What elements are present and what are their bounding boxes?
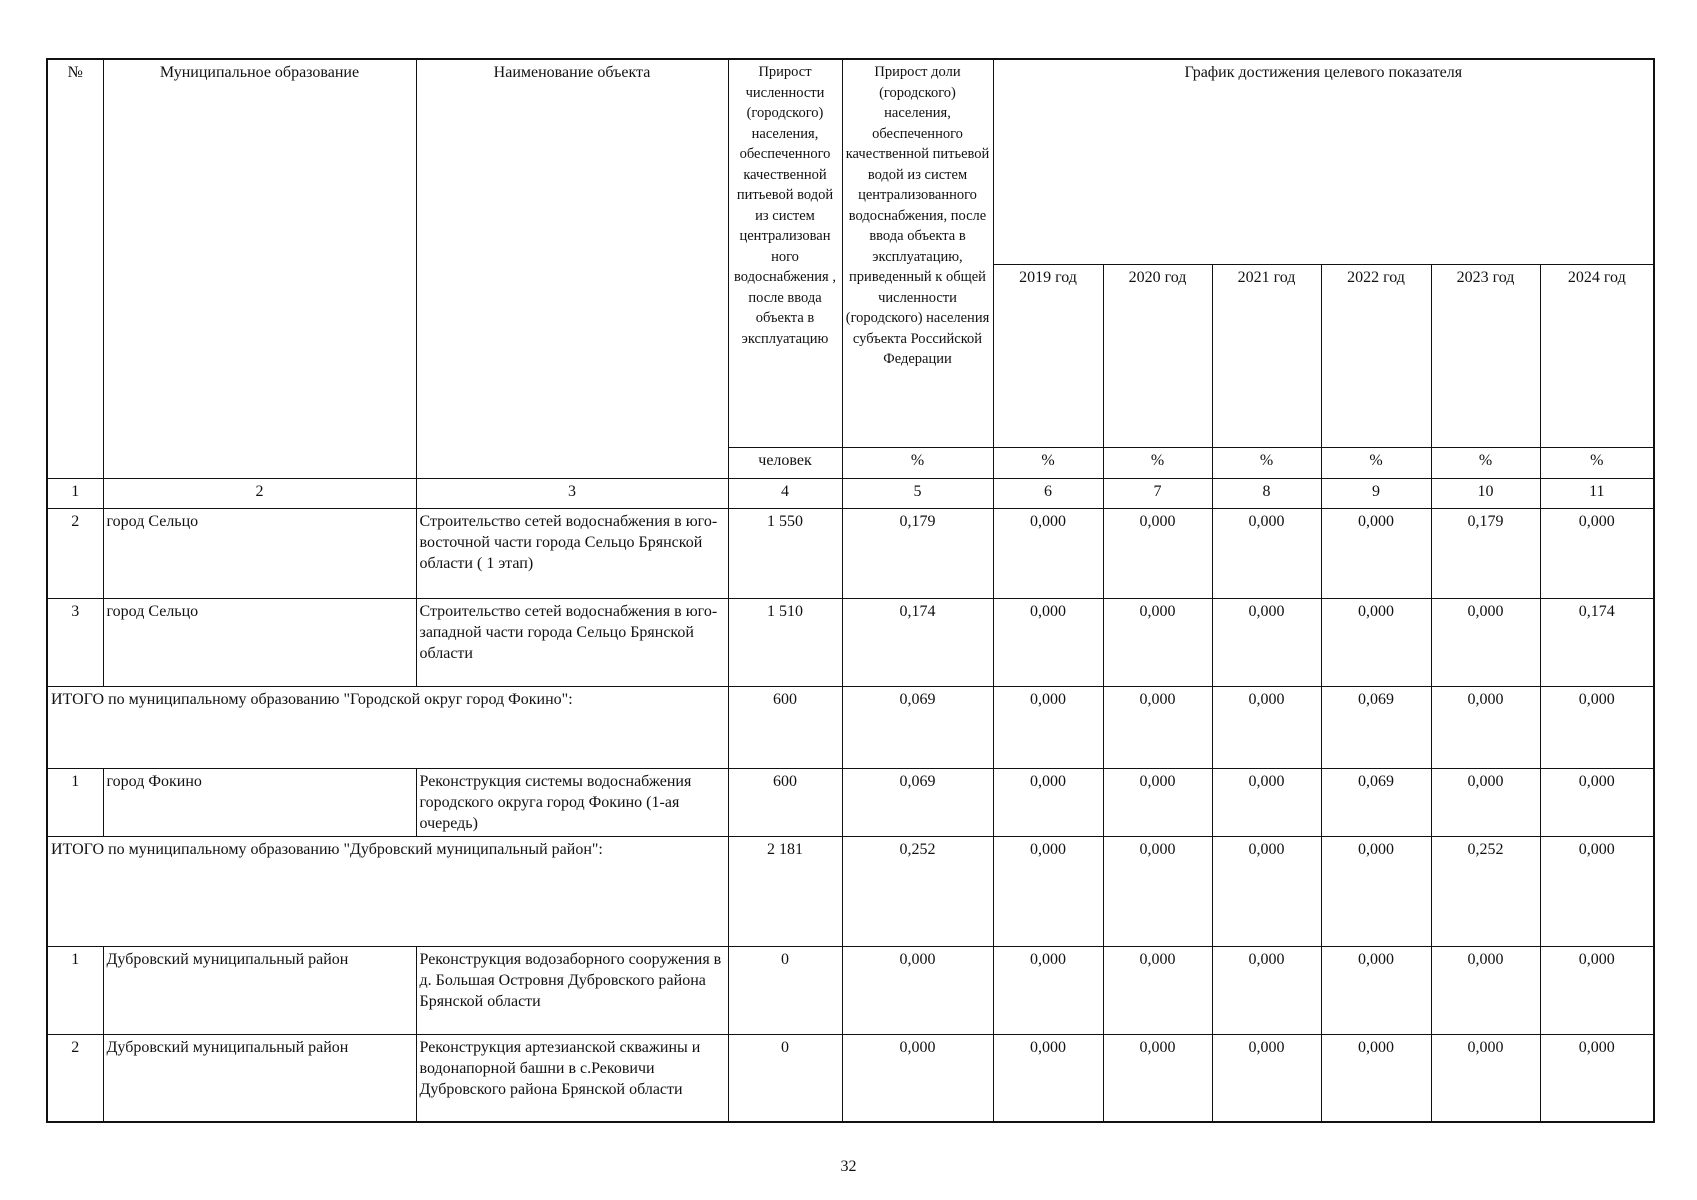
header-year-2020: 2020 год bbox=[1103, 264, 1212, 447]
table-row bbox=[47, 598, 1654, 686]
row-year-2022: 0,000 bbox=[1321, 836, 1431, 946]
row-year-2019: 0,000 bbox=[993, 598, 1103, 686]
total-row bbox=[47, 686, 1654, 768]
unit-percent: % bbox=[1540, 447, 1654, 478]
row-year-2022: 0,000 bbox=[1321, 598, 1431, 686]
row-year-2021: 0,000 bbox=[1212, 768, 1321, 836]
row-year-2020: 0,000 bbox=[1103, 836, 1212, 946]
row-year-2022: 0,069 bbox=[1321, 686, 1431, 768]
table-row bbox=[47, 946, 1654, 1034]
row-year-2020: 0,000 bbox=[1103, 686, 1212, 768]
unit-percent: % bbox=[1103, 447, 1212, 478]
unit-percent: % bbox=[1212, 447, 1321, 478]
column-number: 2 bbox=[103, 478, 416, 508]
row-number: 2 bbox=[47, 508, 103, 598]
header-schedule: График достижения целевого показателя bbox=[993, 59, 1654, 264]
row-municipality: город Фокино bbox=[103, 768, 416, 836]
row-share: 0,252 bbox=[842, 836, 993, 946]
column-number: 7 bbox=[1103, 478, 1212, 508]
header-year-2024: 2024 год bbox=[1540, 264, 1654, 447]
column-number: 4 bbox=[728, 478, 842, 508]
table-row bbox=[47, 768, 1654, 836]
row-year-2022: 0,069 bbox=[1321, 768, 1431, 836]
row-year-2023: 0,179 bbox=[1431, 508, 1540, 598]
row-year-2019: 0,000 bbox=[993, 768, 1103, 836]
row-number: 1 bbox=[47, 946, 103, 1034]
row-year-2023: 0,252 bbox=[1431, 836, 1540, 946]
header-object-name: Наименование объекта bbox=[416, 59, 728, 478]
header-year-2023: 2023 год bbox=[1431, 264, 1540, 447]
row-year-2021: 0,000 bbox=[1212, 686, 1321, 768]
target-indicator-table bbox=[46, 58, 1655, 1123]
row-share: 0,000 bbox=[842, 946, 993, 1034]
column-number: 9 bbox=[1321, 478, 1431, 508]
column-number: 6 bbox=[993, 478, 1103, 508]
row-year-2023: 0,000 bbox=[1431, 1034, 1540, 1122]
row-municipality: город Сельцо bbox=[103, 508, 416, 598]
header-year-2022: 2022 год bbox=[1321, 264, 1431, 447]
row-year-2019: 0,000 bbox=[993, 1034, 1103, 1122]
row-municipality: город Сельцо bbox=[103, 598, 416, 686]
page-number: 32 bbox=[840, 1158, 857, 1175]
header-year-2019: 2019 год bbox=[993, 264, 1103, 447]
row-share: 0,069 bbox=[842, 686, 993, 768]
row-people: 2 181 bbox=[728, 836, 842, 946]
row-people: 0 bbox=[728, 946, 842, 1034]
row-share: 0,179 bbox=[842, 508, 993, 598]
column-number: 1 bbox=[47, 478, 103, 508]
row-year-2024: 0,000 bbox=[1540, 768, 1654, 836]
unit-percent: % bbox=[1321, 447, 1431, 478]
row-year-2019: 0,000 bbox=[993, 686, 1103, 768]
row-year-2024: 0,000 bbox=[1540, 836, 1654, 946]
row-year-2022: 0,000 bbox=[1321, 1034, 1431, 1122]
row-year-2024: 0,000 bbox=[1540, 946, 1654, 1034]
row-people: 1 510 bbox=[728, 598, 842, 686]
row-year-2023: 0,000 bbox=[1431, 946, 1540, 1034]
row-year-2021: 0,000 bbox=[1212, 946, 1321, 1034]
row-year-2020: 0,000 bbox=[1103, 508, 1212, 598]
table-row bbox=[47, 508, 1654, 598]
header-growth-count: Прирост численности (городского) населения, обеспеченного качественной питьевой водой из систем централизован ного водоснабжения , после ввода объекта в эксплуатацию bbox=[728, 59, 842, 447]
row-people: 600 bbox=[728, 686, 842, 768]
header-no: № bbox=[47, 59, 103, 478]
row-share: 0,000 bbox=[842, 1034, 993, 1122]
unit-percent: % bbox=[1431, 447, 1540, 478]
total-row bbox=[47, 836, 1654, 946]
row-municipality: Дубровский муниципальный район bbox=[103, 1034, 416, 1122]
row-year-2024: 0,000 bbox=[1540, 686, 1654, 768]
row-people: 0 bbox=[728, 1034, 842, 1122]
row-year-2021: 0,000 bbox=[1212, 836, 1321, 946]
total-label: ИТОГО по муниципальному образованию "Городской округ город Фокино": bbox=[47, 686, 728, 768]
row-year-2022: 0,000 bbox=[1321, 508, 1431, 598]
row-year-2022: 0,000 bbox=[1321, 946, 1431, 1034]
row-year-2019: 0,000 bbox=[993, 836, 1103, 946]
row-number: 1 bbox=[47, 768, 103, 836]
row-year-2019: 0,000 bbox=[993, 946, 1103, 1034]
row-number: 3 bbox=[47, 598, 103, 686]
row-year-2024: 0,174 bbox=[1540, 598, 1654, 686]
row-number: 2 bbox=[47, 1034, 103, 1122]
row-year-2020: 0,000 bbox=[1103, 1034, 1212, 1122]
row-people: 600 bbox=[728, 768, 842, 836]
unit-percent: % bbox=[993, 447, 1103, 478]
row-year-2019: 0,000 bbox=[993, 508, 1103, 598]
row-year-2021: 0,000 bbox=[1212, 508, 1321, 598]
unit-people: человек bbox=[728, 447, 842, 478]
header-year-2021: 2021 год bbox=[1212, 264, 1321, 447]
row-object: Реконструкция системы водоснабжения городского округа город Фокино (1-ая очередь) bbox=[416, 768, 728, 836]
header-municipality: Муниципальное образование bbox=[103, 59, 416, 478]
column-number: 8 bbox=[1212, 478, 1321, 508]
unit-percent: % bbox=[842, 447, 993, 478]
column-number: 10 bbox=[1431, 478, 1540, 508]
column-number: 11 bbox=[1540, 478, 1654, 508]
row-year-2023: 0,000 bbox=[1431, 768, 1540, 836]
column-number: 5 bbox=[842, 478, 993, 508]
row-year-2023: 0,000 bbox=[1431, 598, 1540, 686]
column-number: 3 bbox=[416, 478, 728, 508]
table-row bbox=[47, 1034, 1654, 1122]
row-municipality: Дубровский муниципальный район bbox=[103, 946, 416, 1034]
row-object: Реконструкция артезианской скважины и водонапорной башни в с.Рековичи Дубровского района Брянской области bbox=[416, 1034, 728, 1122]
row-year-2020: 0,000 bbox=[1103, 598, 1212, 686]
row-year-2020: 0,000 bbox=[1103, 946, 1212, 1034]
row-object: Строительство сетей водоснабжения в юго-восточной части города Сельцо Брянской области ( 1 этап) bbox=[416, 508, 728, 598]
row-object: Строительство сетей водоснабжения в юго-западной части города Сельцо Брянской области bbox=[416, 598, 728, 686]
row-share: 0,069 bbox=[842, 768, 993, 836]
row-object: Реконструкция водозаборного сооружения в д. Большая Островня Дубровского района Брянской области bbox=[416, 946, 728, 1034]
row-year-2023: 0,000 bbox=[1431, 686, 1540, 768]
row-year-2021: 0,000 bbox=[1212, 598, 1321, 686]
row-people: 1 550 bbox=[728, 508, 842, 598]
row-year-2020: 0,000 bbox=[1103, 768, 1212, 836]
row-year-2021: 0,000 bbox=[1212, 1034, 1321, 1122]
row-share: 0,174 bbox=[842, 598, 993, 686]
row-year-2024: 0,000 bbox=[1540, 1034, 1654, 1122]
total-label: ИТОГО по муниципальному образованию "Дубровский муниципальный район": bbox=[47, 836, 728, 946]
row-year-2024: 0,000 bbox=[1540, 508, 1654, 598]
header-growth-share: Прирост доли (городского) населения, обеспеченного качественной питьевой водой из систем централизованного водоснабжения, после ввода объекта в эксплуатацию, приведенный к общей численности (городского) населения субъекта Российской Федерации bbox=[842, 59, 993, 447]
